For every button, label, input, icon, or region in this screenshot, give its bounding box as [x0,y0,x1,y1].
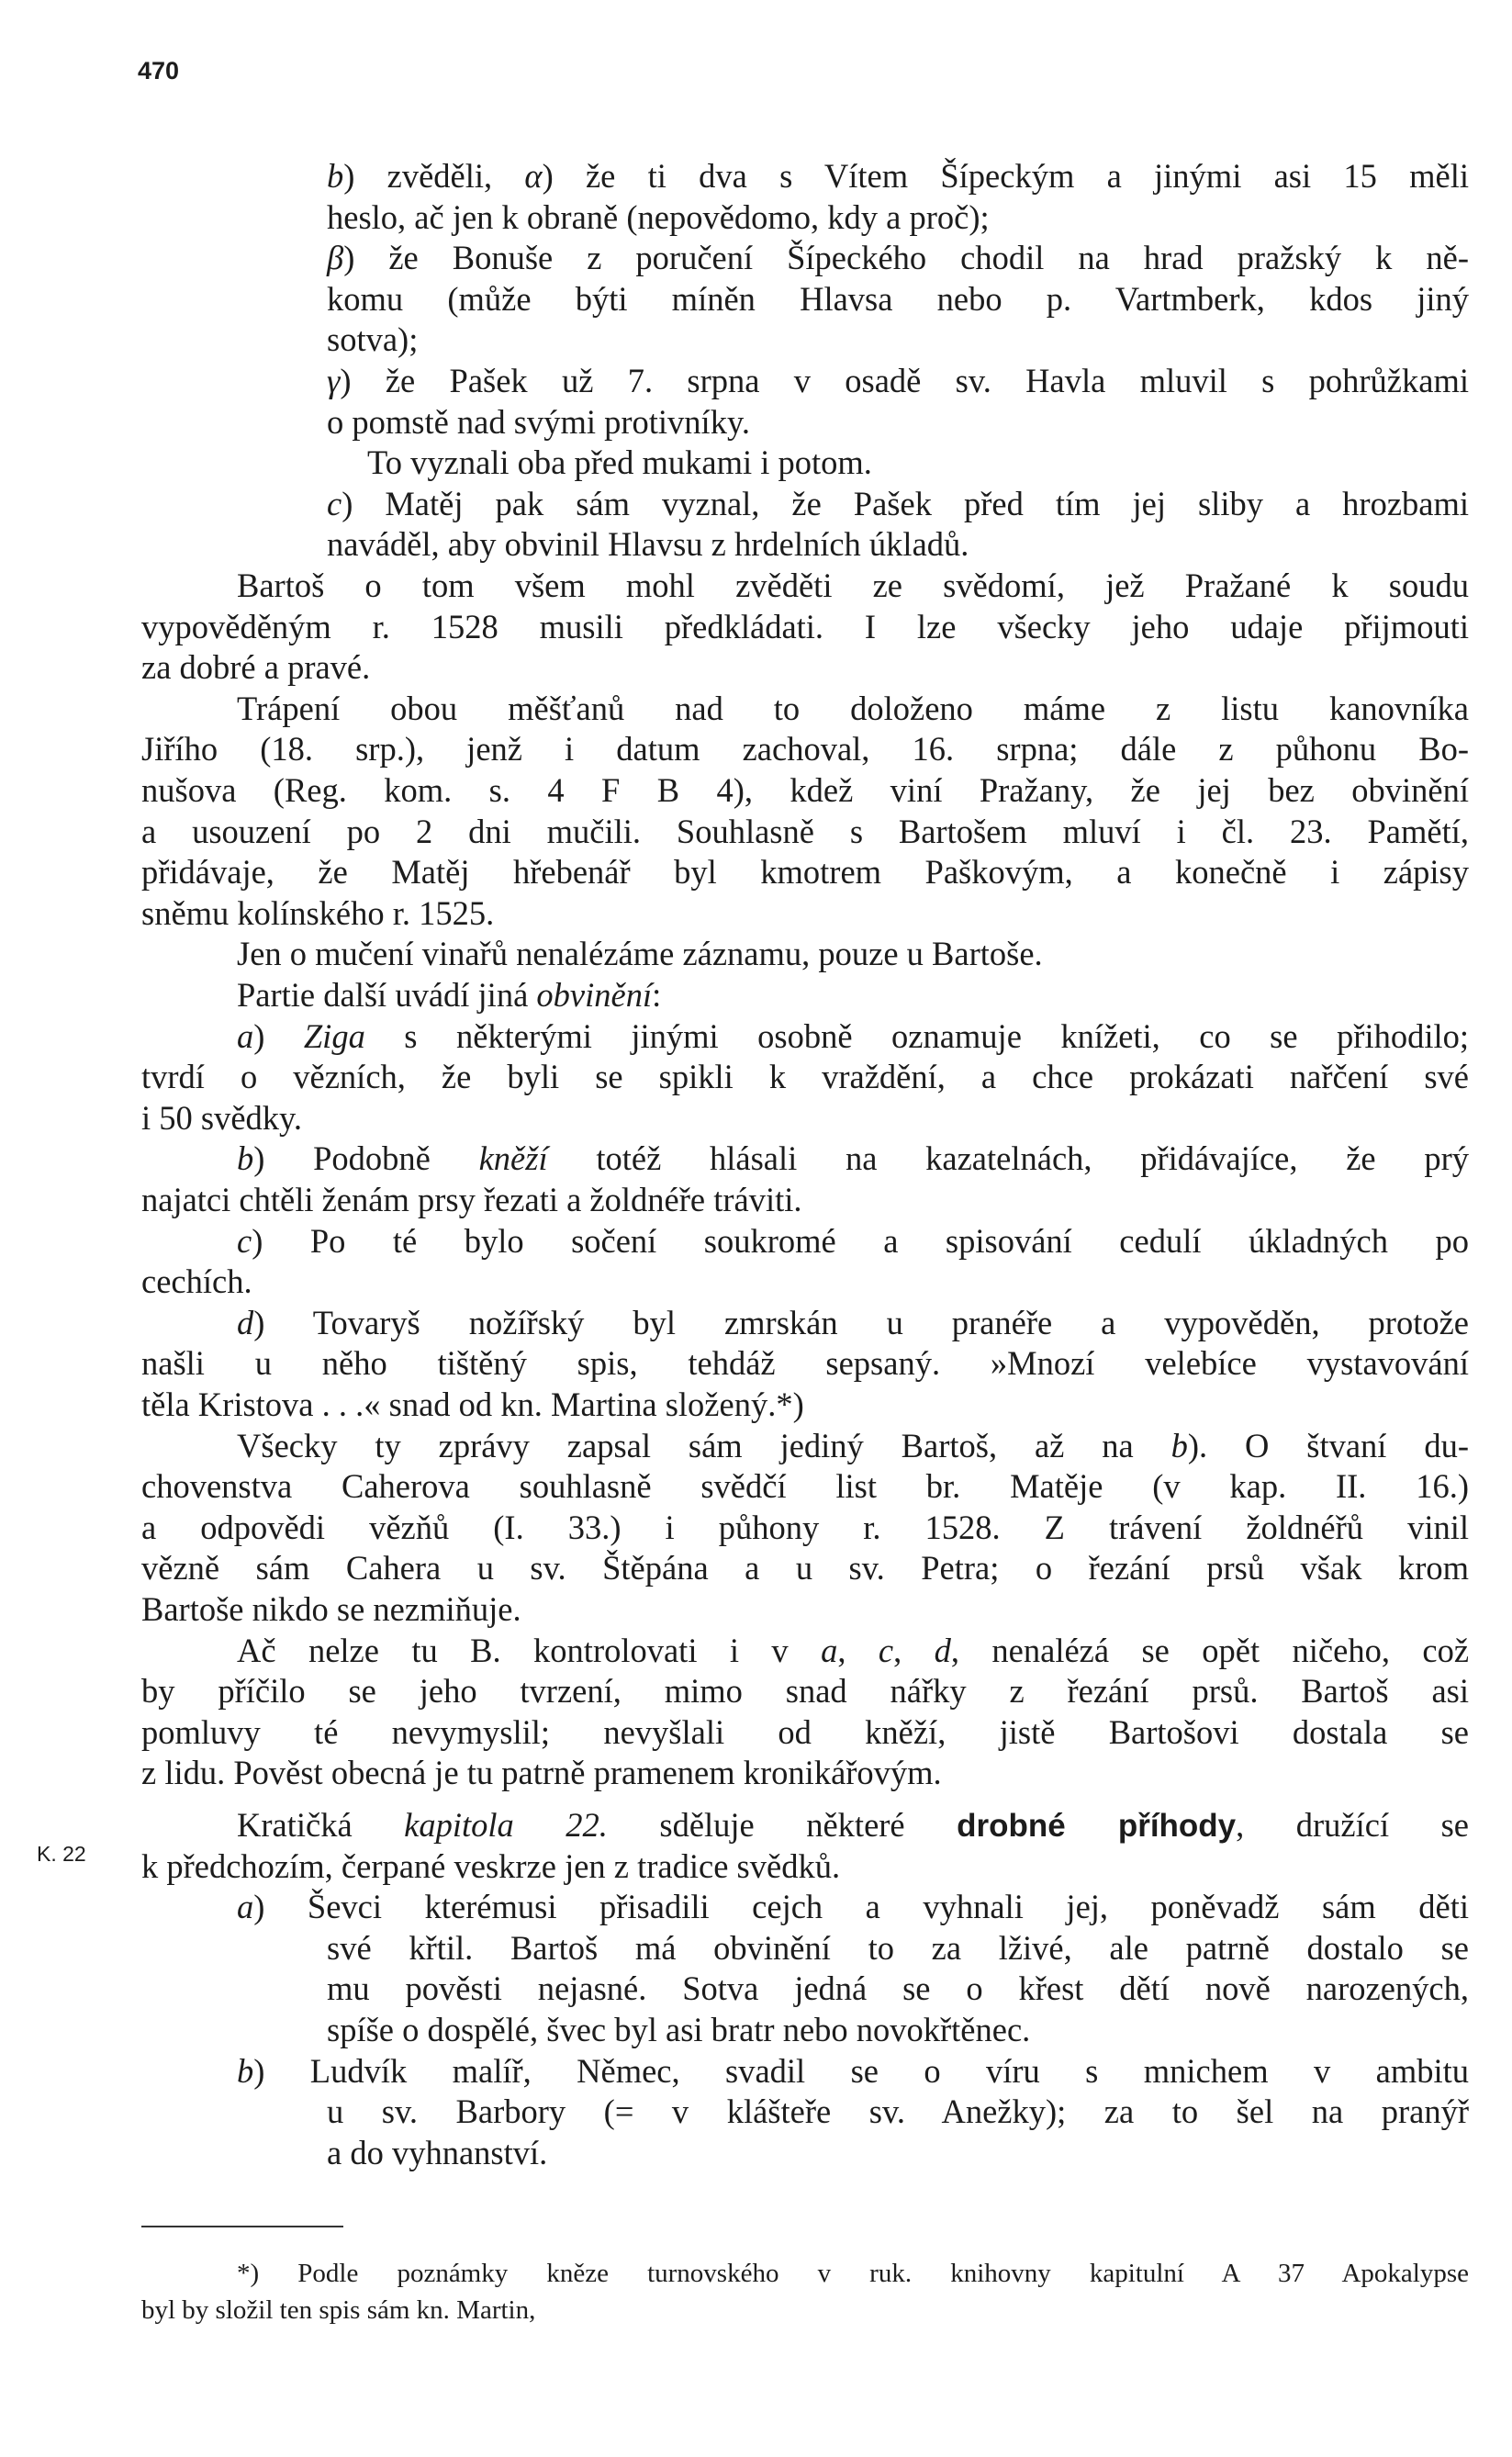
text-line: naváděl, aby obvinil Hlavsu z hrdelních úkladů. [327,525,969,564]
text-line: b) Ludvík malíř, Němec, svadil se o víru s mnichem v ambitu [237,2051,1469,2090]
text-line: a) Ševci kterémusi přisadili cejch a vyhnali jej, poněvadž sám děti [237,1888,1469,1926]
text-line: své křtil. Bartoš má obvinění to za lživé, ale patrně dostalo se [327,1928,1469,1967]
text-line: za dobré a pravé. [141,648,371,687]
text-line: nušova (Reg. kom. s. 4 F B 4), kdež viní Pražany, že jej bez obvinění [141,771,1469,809]
text-line: komu (může býti míněn Hlavsa nebo p. Vartmberk, kdos jiný [327,279,1469,318]
text-line: c) Po té bylo sočení soukromé a spisování cedulí úkladných po [237,1221,1469,1260]
text-line: najatci chtěli ženám prsy řezati a žoldnéře tráviti. [141,1181,802,1218]
text-line: vypověděným r. 1528 musili předkládati. I lze všecky jeho udaje přijmouti [141,607,1469,645]
text-line: u sv. Barbory (= v klášteře sv. Anežky); za to šel na pranýř [327,2092,1469,2131]
text-line: spíše o dospělé, švec byl asi bratr nebo novokřtěnec. [327,2011,1031,2048]
text-line: přidávaje, že Matěj hřebenář byl kmotrem Paškovým, a konečně i zápisy [141,853,1469,892]
text-line: a odpovědi vězňů (I. 33.) i půhony r. 1528. Z trávení žoldnéřů vinil [141,1508,1469,1546]
text-line: b) Podobně kněží totéž hlásali na kazatelnách, přidávajíce, že prý [237,1139,1469,1178]
text-line: Partie další uvádí jiná obvinění: [237,976,662,1014]
text-line: těla Kristova . . .« snad od kn. Martina složený.*) [141,1386,804,1423]
text-line: chovenstva Caherova souhlasně svědčí list br. Matěje (v kap. II. 16.) [141,1467,1469,1506]
text-line: vězně sám Cahera u sv. Štěpána a u sv. Petra; o řezání prsů však krom [141,1549,1469,1588]
text-line: z lidu. Pověst obecná je tu patrně pramenem kronikářovým. [141,1754,942,1792]
text-line: a do vyhnanství. [327,2133,548,2171]
text-line: pomluvy té nevymyslil; nevyšlali od kněží, jistě Bartošovi dostala se [141,1712,1469,1751]
text-line: Trápení obou měšťanů nad to doloženo máme z listu kanovníka [237,689,1469,727]
text-line: γ) že Pašek už 7. srpna v osadě sv. Havla mluvil s pohrůžkami [327,362,1469,399]
text-line: Bartoše nikdo se nezmiňuje. [141,1590,521,1628]
text-line: a usouzení po 2 dni mučili. Souhlasně s Bartošem mluví i čl. 23. Pamětí, [141,812,1469,850]
text-line: Ač nelze tu B. kontrolovati i v a, c, d, nenalézá se opět ničeho, což [237,1631,1470,1669]
footnote-rule [141,2226,343,2227]
text-line: o pomstě nad svými protivníky. [327,402,750,441]
text-line: mu pověsti nejasné. Sotva jedná se o křest dětí nově narozených, [327,1969,1469,2008]
text-line: Bartoš o tom všem mohl zvěděti ze svědomí, jež Pražané k soudu [237,567,1469,604]
text-line: k předchozím, čerpané veskrze jen z tradice svědků. [141,1846,841,1885]
footnote-line: byl by složil ten spis sám kn. Martin, [141,2295,536,2325]
text-line: sotva); [327,320,419,359]
footnote-line: *) Podle poznámky kněze turnovského v ruk. knihovny kapitulní A 37 Apokalypse [237,2259,1469,2288]
margin-chapter-note: K. 22 [37,1842,86,1866]
text-line: c) Matěj pak sám vyznal, že Pašek před tím jej sliby a hrozbami [327,484,1469,522]
text-line: a) Ziga s některými jinými osobně oznamuje knížeti, co se přihodilo; [237,1016,1470,1055]
text-line: β) že Bonuše z poručení Šípeckého chodil na hrad pražský k ně- [327,239,1469,277]
text-line: Kratičká kapitola 22. sděluje některé drobné příhody, družící se [237,1806,1469,1844]
text-line: tvrdí o vězních, že byli se spikli k vraždění, a chce prokázati nařčení své [141,1058,1469,1096]
page-number: 470 [138,57,180,84]
text-line: Všecky ty zprávy zapsal sám jediný Bartoš, až na b). O štvaní du- [237,1426,1469,1464]
text-line: Jen o mučení vinařů nenalézáme záznamu, pouze u Bartoše. [237,935,1043,973]
text-line: d) Tovaryš nožířský byl zmrskán u pranéře a vypověděn, protože [237,1303,1469,1341]
text-line: našli u něho tištěný spis, tehdáž sepsaný. »Mnozí velebíce vystavování [141,1344,1469,1383]
text-line: cechích. [141,1262,252,1301]
text-line: by příčilo se jeho tvrzení, mimo snad nářky z řezání prsů. Bartoš asi [141,1672,1469,1711]
text-line: sněmu kolínského r. 1525. [141,893,495,932]
text-line: Jiřího (18. srp.), jenž i datum zachoval, 16. srpna; dále z půhonu Bo- [141,730,1469,769]
text-line: To vyznali oba před mukami i potom. [367,443,872,482]
text-line: b) zvěděli, α) že ti dva s Vítem Šípeckým a jinými asi 15 měli [327,157,1469,195]
text-line: i 50 svědky. [141,1098,303,1137]
text-line: heslo, ač jen k obraně (nepovědomo, kdy a proč); [327,197,990,236]
